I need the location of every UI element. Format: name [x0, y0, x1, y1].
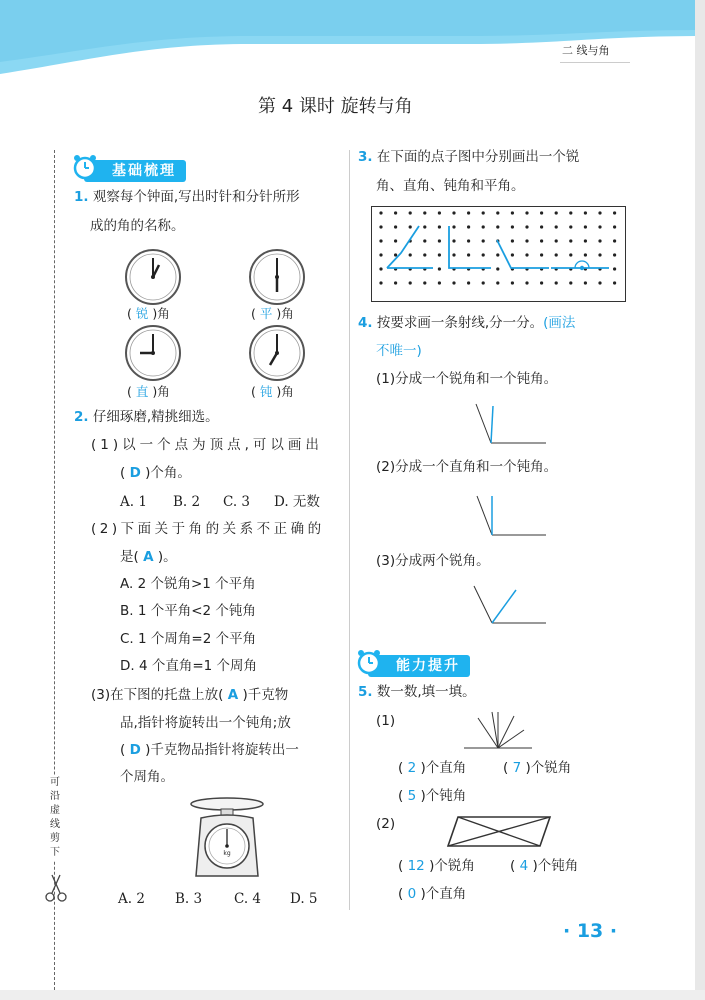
q2-p3-line1: (3)在下图的托盘上放( A )千克物 [91, 687, 289, 703]
grid-dot [584, 211, 587, 214]
grid-dot [511, 225, 514, 228]
grid-dot [394, 253, 397, 256]
q2-p3-option-d: D. 5 [290, 891, 318, 907]
cut-note: 可沿虚线剪下 [50, 777, 60, 858]
q2-p1-line1: (1)以一个点为顶点,可以画出 [91, 437, 323, 453]
header-band [0, 0, 705, 80]
grid-dot [540, 253, 543, 256]
clock-face-3 [124, 324, 182, 382]
q2-text: 仔细琢磨,精挑细选。 [92, 409, 219, 425]
grid-dot [598, 239, 601, 242]
grid-dot [467, 253, 470, 256]
grid-dot [379, 267, 382, 270]
grid-dot [540, 211, 543, 214]
q2-p2-option-a: A. 2 个锐角>1 个平角 [120, 576, 256, 592]
q2-p3-option-a: A. 2 [118, 891, 145, 907]
grid-dot [511, 281, 514, 284]
q2-p3-option-c: C. 4 [234, 891, 262, 907]
q4-figure-3 [470, 582, 550, 626]
q2-p2-option-d: D. 4 个直角=1 个周角 [120, 658, 258, 674]
q2-p2-option-c: C. 1 个周角=2 个平角 [120, 631, 257, 647]
grid-dot [569, 225, 572, 228]
grid-dot [569, 211, 572, 214]
grid-dot [540, 239, 543, 242]
q2-p1-option-c: C. 3 [223, 494, 251, 510]
grid-dot [525, 253, 528, 256]
grid-dot [423, 225, 426, 228]
q1-text-line2: 成的角的名称。 [90, 218, 185, 234]
q5-p2-obtuse-angles: ( 4 )个钝角 [510, 858, 579, 874]
scale-unit-label: kg [223, 850, 231, 857]
grid-dot [409, 225, 412, 228]
grid-dot [540, 225, 543, 228]
clock-label-3: ( 直 )角 [127, 384, 170, 399]
grid-dot [584, 253, 587, 256]
q5-p2-right-angles: ( 0 )个直角 [398, 886, 467, 902]
q5-figure-2 [446, 814, 552, 850]
grid-dot [555, 225, 558, 228]
column-divider [349, 150, 350, 910]
grid-dot [598, 225, 601, 228]
q5-text: 数一数,填一填。 [376, 684, 476, 700]
grid-dot [555, 239, 558, 242]
clock-label-2: ( 平 )角 [251, 306, 294, 321]
grid-dot [409, 253, 412, 256]
grid-dot [467, 225, 470, 228]
q2-p3-line3: ( D )千克物品指针将旋转出一 [120, 742, 299, 758]
grid-dot [555, 281, 558, 284]
q2-p3-answer2: D [129, 742, 141, 758]
q4-figure-2 [470, 492, 550, 538]
q5-p2-label: (2) [376, 816, 396, 832]
q5-figure-1 [462, 708, 534, 752]
section-tag-advanced: 能力提升 [368, 655, 470, 675]
q2-p3-answer1: A [227, 687, 239, 703]
grid-dot [525, 281, 528, 284]
q5-number: 5. [358, 684, 373, 700]
grid-dot [438, 281, 441, 284]
q2-p2-answer: A [143, 549, 154, 565]
grid-dot [379, 281, 382, 284]
right-edge [695, 0, 705, 1000]
cut-line [54, 150, 55, 990]
scissors-icon [44, 873, 68, 905]
grid-dot [394, 239, 397, 242]
q2-p1-option-d: D. 无数 [274, 494, 320, 510]
grid-dot [467, 211, 470, 214]
grid-dot [452, 239, 455, 242]
grid-dot [438, 267, 441, 270]
page-number: · 13 · [563, 920, 618, 942]
q4-sub3: (3)分成两个锐角。 [376, 553, 490, 569]
grid-dot [613, 239, 616, 242]
q4-line1: 按要求画一条射线,分一分。 [376, 315, 544, 331]
q3-line2: 角、直角、钝角和平角。 [376, 178, 525, 194]
grid-dot [496, 281, 499, 284]
q3-number: 3. [358, 149, 373, 165]
grid-dot [525, 239, 528, 242]
dot-grid [371, 206, 626, 302]
grid-dot [613, 267, 616, 270]
grid-dot [394, 281, 397, 284]
q1-text-line1: 观察每个钟面,写出时针和分针所形 [92, 189, 300, 205]
grid-dot [379, 253, 382, 256]
grid-dot [613, 281, 616, 284]
grid-dot [525, 211, 528, 214]
chapter-label: 二 线与角 [562, 44, 610, 57]
section-tag-basic: 基础梳理 [84, 160, 186, 180]
chapter-underline [560, 62, 630, 63]
grid-dot [438, 211, 441, 214]
grid-dot [598, 281, 601, 284]
clock-face-1 [124, 248, 182, 306]
grid-dot [496, 267, 499, 270]
q2-number: 2. [74, 409, 89, 425]
grid-dot [467, 239, 470, 242]
grid-dot [511, 239, 514, 242]
grid-dot [467, 281, 470, 284]
grid-dot [482, 225, 485, 228]
grid-dot [613, 225, 616, 228]
q3-line1: 在下面的点子图中分别画出一个锐 [376, 149, 580, 165]
grid-dot [379, 239, 382, 242]
grid-dot [409, 211, 412, 214]
alarm-clock-icon [356, 649, 382, 675]
q5-p1-label: (1) [376, 713, 396, 729]
clock-face-2 [248, 248, 306, 306]
grid-dot [452, 225, 455, 228]
grid-dot [540, 281, 543, 284]
grid-dot [482, 253, 485, 256]
q4-sub2: (2)分成一个直角和一个钝角。 [376, 459, 558, 475]
q2-p2-option-b: B. 1 个平角<2 个钝角 [120, 603, 256, 619]
grid-dot [525, 225, 528, 228]
grid-dot [555, 253, 558, 256]
clock-face-4 [248, 324, 306, 382]
grid-dot [584, 239, 587, 242]
q2-p2-line2: 是( A )。 [120, 549, 177, 565]
grid-dot [394, 225, 397, 228]
grid-dot [409, 281, 412, 284]
kitchen-scale-illustration [188, 796, 266, 882]
q4-hint1: (画法 [543, 315, 576, 331]
q5-p1-right-angles: ( 2 )个直角 [398, 760, 467, 776]
q2-p3-line2: 品,指针将旋转出一个钝角;放 [120, 715, 291, 731]
q2-p3-option-b: B. 3 [175, 891, 203, 907]
q4-number: 4. [358, 315, 373, 331]
clock-label-1: ( 锐 )角 [127, 306, 170, 321]
grid-dot [511, 211, 514, 214]
clock-label-4: ( 钝 )角 [251, 384, 294, 399]
q2-p1-answer: D [129, 465, 141, 481]
bottom-edge [0, 990, 705, 1000]
grid-dot [452, 281, 455, 284]
grid-dot [496, 253, 499, 256]
q2-p1-option-a: A. 1 [120, 494, 147, 510]
grid-dot [584, 281, 587, 284]
grid-dot [438, 239, 441, 242]
grid-dot [423, 239, 426, 242]
grid-dot [569, 239, 572, 242]
q4-sub1: (1)分成一个锐角和一个钝角。 [376, 371, 558, 387]
q5-p1-acute-angles: ( 7 )个锐角 [503, 760, 572, 776]
grid-dot [482, 281, 485, 284]
grid-dot [584, 225, 587, 228]
grid-dot [423, 281, 426, 284]
q5-p1-obtuse-angles: ( 5 )个钝角 [398, 788, 467, 804]
grid-dot [438, 225, 441, 228]
grid-dot [394, 211, 397, 214]
grid-dot [423, 211, 426, 214]
grid-dot [438, 253, 441, 256]
grid-dot [452, 211, 455, 214]
grid-dot [613, 211, 616, 214]
page-title: 第 4 课时 旋转与角 [258, 96, 413, 117]
grid-dot [511, 253, 514, 256]
q4-hint2: 不唯一) [376, 343, 422, 359]
q1-number: 1. [74, 189, 89, 205]
grid-dot [452, 253, 455, 256]
grid-dot [569, 253, 572, 256]
grid-dot [379, 225, 382, 228]
q2-p1-line2: ( D )个角。 [120, 465, 191, 481]
grid-dot [598, 211, 601, 214]
alarm-clock-icon [72, 154, 98, 180]
grid-dot [598, 253, 601, 256]
q2-p3-line4: 个周角。 [120, 769, 174, 785]
grid-dot [482, 239, 485, 242]
q5-p2-acute-angles: ( 12 )个锐角 [398, 858, 475, 874]
q2-p2-line1: (2)下面关于角的关系不正确的 [91, 521, 325, 537]
grid-dot [496, 225, 499, 228]
grid-dot [379, 211, 382, 214]
grid-dot [423, 253, 426, 256]
grid-dot [569, 281, 572, 284]
grid-dot [555, 211, 558, 214]
grid-dot [482, 211, 485, 214]
grid-dot [613, 253, 616, 256]
q2-p1-option-b: B. 2 [173, 494, 201, 510]
q4-figure-1 [470, 398, 550, 446]
grid-dot [496, 211, 499, 214]
